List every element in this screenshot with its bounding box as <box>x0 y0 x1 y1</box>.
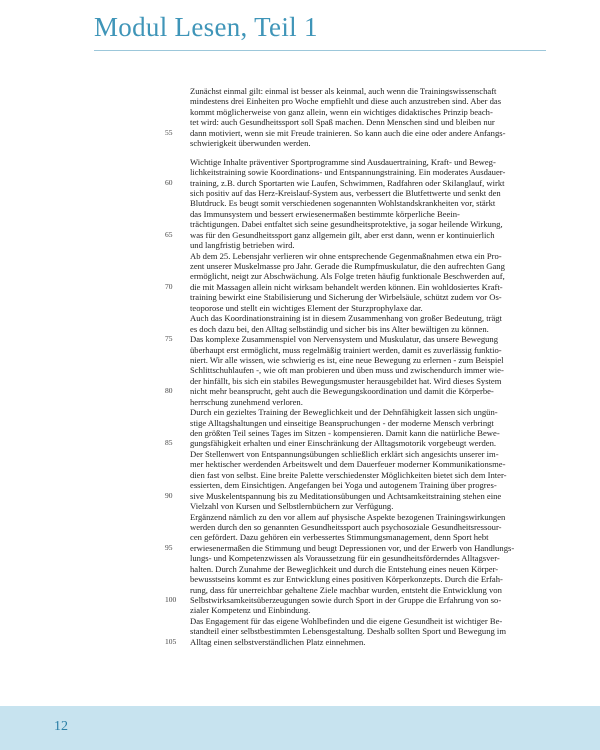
text-line <box>190 480 550 490</box>
text-line <box>190 365 550 375</box>
line-text: Ergänzend nämlich zu den vor allem auf physische Aspekte bezogenen Trainingswirkungen <box>190 511 506 522</box>
text-line <box>190 532 550 542</box>
line-text: lichkeitstraining sowie Koordinations- und Entspannungstraining. Ein moderates Ausdauer- <box>190 167 506 178</box>
line-text: zent unserer Muskelmasse pro Jahr. Gerade die Rumpfmuskulatur, die den aufrechten Gang <box>190 261 505 271</box>
line-number: 65 <box>165 229 173 239</box>
page-footer <box>0 706 600 750</box>
line-text: gungsfähigkeit erhalten und einer Einschränkung der Alltagsmotorik vorgebeugt werden. <box>190 438 497 449</box>
text-line <box>190 585 550 595</box>
text-line <box>190 449 550 459</box>
text-line <box>190 564 550 574</box>
line-text: Der Stellenwert von Entspannungsübungen schließlich erklärt sich angesichts unserer im- <box>190 448 499 459</box>
line-text: Auch das Koordinationstraining ist in diesem Zusammenhang von großer Bedeutung, trägt <box>190 313 502 324</box>
text-line <box>190 157 550 167</box>
text-line <box>190 198 550 208</box>
text-line <box>165 636 550 647</box>
text-line <box>190 616 550 626</box>
line-text: essierten, dem Einsichtigen. Angefangen bei Yoga und autogenem Training über progres- <box>190 480 497 491</box>
line-number: 60 <box>165 177 173 187</box>
line-text: Vielzahl von Kursen und Selbstlernbüchern zur Verfügung. <box>190 501 394 512</box>
text-line <box>190 261 550 271</box>
line-number: 100 <box>165 595 177 604</box>
line-text: Blutdruck. Es beugt somit verschiedenen sogenannten Wohlstandskrankheiten vor, stärkt <box>190 198 496 209</box>
text-line <box>165 438 550 449</box>
text-line <box>190 138 550 148</box>
line-text: mindestens drei Einheiten pro Woche empfiehlt und diese auch anzustreben sind. Aber das <box>190 96 502 107</box>
text-line <box>190 271 550 281</box>
line-text: die mit Massagen allein nicht wirksam behandelt werden können. Ein wohldosiertes Kraft- <box>190 281 503 292</box>
text-line <box>190 251 550 261</box>
text-line <box>190 418 550 428</box>
text-line <box>190 188 550 198</box>
line-text: training, z.B. durch Sportarten wie Laufen, Schwimmen, Radfahren oder Skilanglauf, wirkt <box>190 177 505 188</box>
text-line <box>190 553 550 563</box>
text-line <box>190 355 550 365</box>
text-line <box>190 501 550 511</box>
text-line <box>190 303 550 313</box>
line-text: es doch dazu bei, den Alltag selbständig und sicher bis ins Alter bewältigen zu können. <box>190 323 489 334</box>
line-text: tet wird: auch Gesundheitssport soll Spaß machen. Denn Menschen sind und bleiben nur <box>190 117 495 128</box>
page-number: 12 <box>54 719 68 734</box>
line-text: nicht mehr beansprucht, geht auch die Bewegungskoordination und damit die Körperbe- <box>190 386 494 397</box>
line-text: training bewirkt eine Stabilisierung und Sicherung der Wirbelsäule, schützt zudem vor Os- <box>190 292 502 303</box>
line-text: werden durch den so genannten Gesundheitssport auch psychosoziale Gesundheitsressour- <box>190 521 502 532</box>
line-text: kommt möglicherweise von ganz allein, wenn ein wichtiges didaktisches Prinzip beach- <box>190 106 493 117</box>
text-line <box>190 209 550 219</box>
line-text: schwierigkeit überwunden werden. <box>190 138 311 149</box>
text-line <box>190 376 550 386</box>
text-line <box>190 522 550 532</box>
line-text: lungs- und Kompetenzwissen als Voraussetzung für ein gesundheitsförderndes Alltagsver- <box>190 553 500 564</box>
text-line <box>190 574 550 584</box>
text-line <box>165 334 550 345</box>
line-text: halten. Durch Zunahme der Beweglichkeit und durch die Entstehung eines neuen Körper- <box>190 563 499 574</box>
text-line <box>190 397 550 407</box>
text-line <box>165 281 550 292</box>
text-line <box>165 177 550 188</box>
line-number: 55 <box>165 127 173 137</box>
text-line <box>190 428 550 438</box>
line-text: zialer Kompetenz und Einbindung. <box>190 605 311 616</box>
line-text: dann motiviert, wenn sie mit Freude trainieren. So kann auch die eine oder andere Anfangs- <box>190 127 506 138</box>
line-number: 90 <box>165 490 173 500</box>
line-number: 85 <box>165 438 173 448</box>
text-line <box>165 127 550 138</box>
line-text: der hinfällt, bis sich ein stabiles Bewegungsmuster herausgebildet hat. Wird dieses System <box>190 375 502 386</box>
line-text: teoporose und stellt ein wichtiges Element der Sturzprophylaxe dar. <box>190 302 423 313</box>
text-line <box>190 240 550 250</box>
reading-text <box>165 86 550 647</box>
line-text: ermöglicht, neigt zur Abschwächung. Als Folge treten häufig funktionale Beschwerden auf, <box>190 271 505 282</box>
text-line <box>165 490 550 501</box>
text-line <box>190 313 550 323</box>
text-line <box>190 96 550 106</box>
page-title: Modul Lesen, Teil 1 <box>94 12 318 42</box>
paragraph-gap <box>190 149 550 157</box>
text-line <box>190 117 550 127</box>
text-line <box>190 605 550 615</box>
line-text: Das Engagement für das eigene Wohlbefinden und die eigene Gesundheit ist wichtiger Be- <box>190 615 503 626</box>
line-text: was für den Gesundheitssport ganz allgemein gilt, aber erst dann, wenn er kontinuierlich <box>190 229 495 240</box>
line-text: Zunächst einmal gilt: einmal ist besser als keinmal, auch wenn die Trainingswissenschaft <box>190 86 497 96</box>
line-text: Durch ein gezieltes Training der Beweglichkeit und der Dehnfähigkeit lassen sich ungün- <box>190 407 498 418</box>
line-text: sive Muskelentspannung bis zu Meditationsübungen und Achtsamkeitstraining stehen eine <box>190 490 502 501</box>
line-text: sich positiv auf das Herz-Kreislauf-System aus, verbessert die Blutfettwerte und senkt den <box>190 187 501 198</box>
line-text: Schlittschuhlaufen -, wie oft man probieren und üben muss und zwischendurch immer wie- <box>190 365 504 376</box>
line-text: dien fast von selbst. Eine breite Palette verschiedenster Möglichkeiten bietet sich dem Inter- <box>190 469 507 480</box>
line-number: 70 <box>165 281 173 291</box>
text-line <box>165 386 550 397</box>
line-text: erwiesenermaßen die Stimmung und beugt Depressionen vor, und der Erwerb von Handlungs- <box>190 542 515 553</box>
line-number: 75 <box>165 334 173 344</box>
line-text: und langfristig betrieben wird. <box>190 240 295 251</box>
line-number: 105 <box>165 636 177 646</box>
text-line <box>190 345 550 355</box>
text-line <box>190 407 550 417</box>
title-divider <box>94 50 546 51</box>
text-line <box>190 626 550 636</box>
line-text: trächtigungen. Dabei entfaltet sich seine gesundheitsprotektive, ja sogar heilende Wirkung, <box>190 219 503 230</box>
line-text: Das komplexe Zusammenspiel von Nervensystem und Muskulatur, das unsere Bewegung <box>190 334 499 345</box>
line-text: das Immunsystem und bessert erwiesenermaßen bestimmte körperliche Beein- <box>190 208 460 219</box>
line-text: stige Alltagshaltungen und einseitige Beanspruchungen - der moderne Mensch verbringt <box>190 417 494 428</box>
line-text: rung, dass für unerreichbar gehaltene Ziele machbar wurden, entsteht die Entwicklung von <box>190 584 502 595</box>
text-line <box>165 595 550 605</box>
text-line <box>165 542 550 553</box>
line-text: mer hektischer werdenden Arbeitswelt und dem Dauerfeuer moderner Kommunikationsme- <box>190 459 506 470</box>
text-line <box>190 470 550 480</box>
line-number: 80 <box>165 386 173 396</box>
text-line <box>190 459 550 469</box>
line-text: den größten Teil seines Tages im Sitzen - kompensieren. Damit kann die natürliche Bewe- <box>190 428 500 438</box>
line-number: 95 <box>165 542 173 552</box>
line-text: herrschung zunehmend verloren. <box>190 396 303 407</box>
line-text: cen gefördert. Dazu gehören ein verbessertes Stimmungsmanagement, denn Sport hebt <box>190 532 489 543</box>
text-line <box>190 324 550 334</box>
text-line <box>190 512 550 522</box>
text-line <box>190 107 550 117</box>
line-text: Selbstwirksamkeitsüberzeugungen sowie durch Sport in der Gruppe die Erfahrung von so- <box>190 595 502 605</box>
text-line <box>165 229 550 240</box>
line-text: standteil einer selbstbestimmten Lebensgestaltung. Deshalb sollten Sport und Bewegung im <box>190 626 507 637</box>
text-line <box>190 167 550 177</box>
line-text: niert. Wir alle wissen, wie schwierig es ist, eine neue Bewegung zu erlernen - zum Beispiel <box>190 354 504 365</box>
line-text: Alltag einen selbstverständlichen Platz einnehmen. <box>190 636 366 647</box>
line-text: überhaupt erst ermöglicht, muss regelmäßig trainiert werden, damit es zuverlässig funktio- <box>190 344 502 355</box>
text-line <box>190 219 550 229</box>
line-text: Wichtige Inhalte präventiver Sportprogramme sind Ausdauertraining, Kraft- und Beweg- <box>190 156 496 167</box>
text-line <box>190 292 550 302</box>
line-text: bewusstseins kommt es zur Entwicklung eines positiven Körperkonzepts. Durch die Erfah- <box>190 574 503 585</box>
line-text: Ab dem 25. Lebensjahr verlieren wir ohne entsprechende Gegenmaßnahmen etwa ein Pro- <box>190 250 502 261</box>
text-line <box>190 86 550 96</box>
